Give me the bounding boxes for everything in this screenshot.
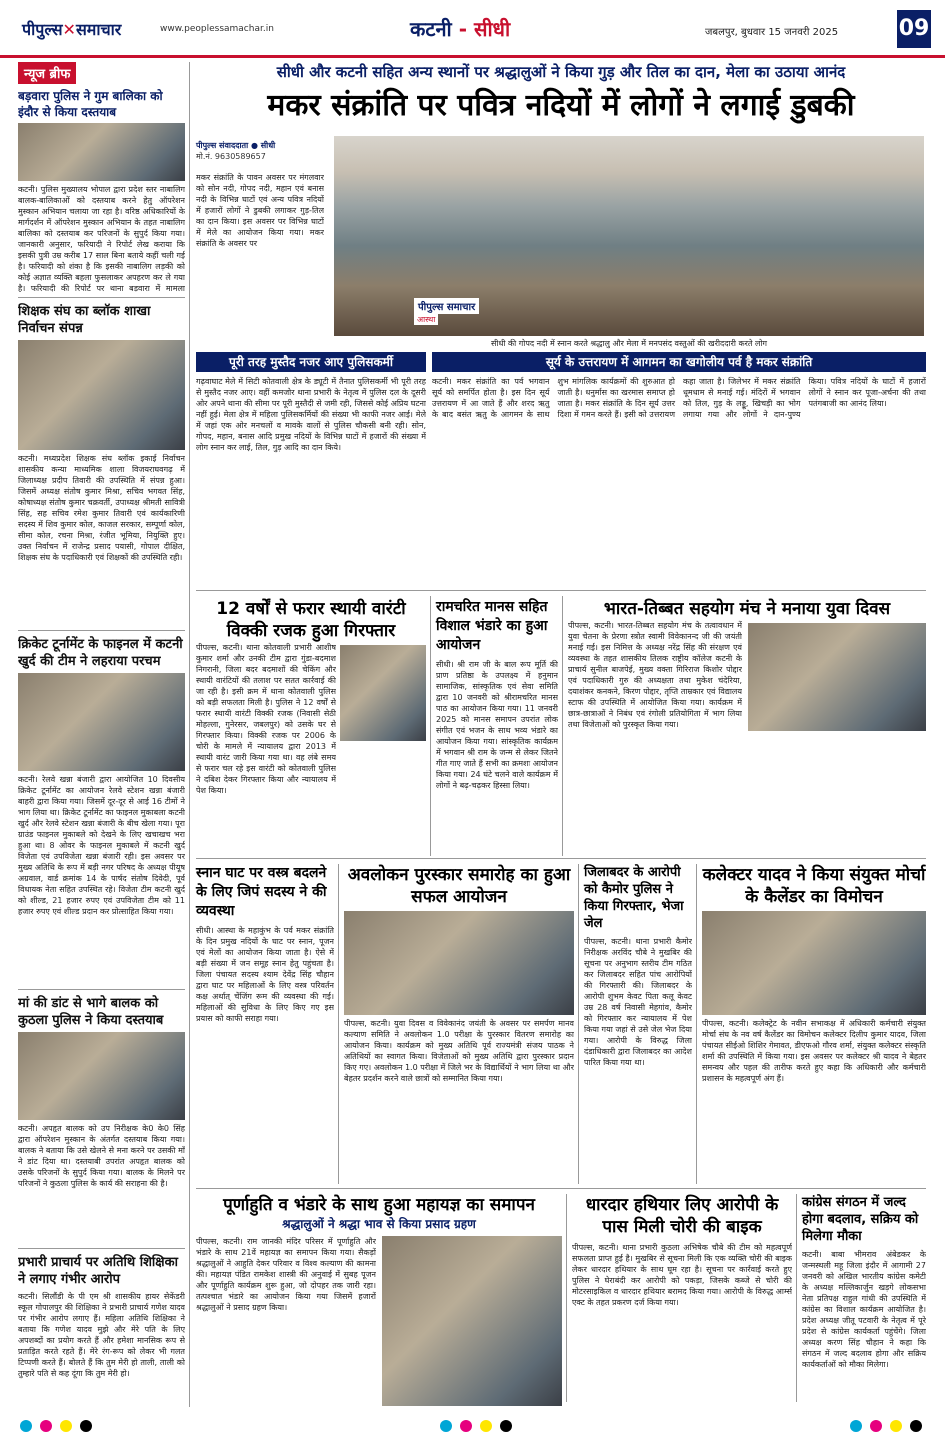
lead-byline: [196, 140, 324, 162]
divider-1: [196, 590, 926, 591]
story-warrant-photo: [340, 645, 426, 741]
story-manas-headline: रामचरित मानस सहित विशाल भंडारे का हुआ आयोजन: [436, 599, 548, 653]
news-brief-label: न्यूज ब्रीफ: [18, 62, 76, 84]
story-bike: [572, 1194, 792, 1398]
vdivider-1: [430, 596, 431, 856]
brief-headline-1: बड़वारा पुलिस ने गुम बालिका को इंदौर से किया दस्तयाब: [18, 89, 163, 119]
brief-photo-1: [18, 123, 185, 181]
brief-photo-2: [18, 340, 185, 450]
print-registration-bar: [0, 1414, 945, 1438]
page-number: 09: [897, 10, 931, 48]
reg-dot-yellow-2: [480, 1420, 492, 1432]
story-warrant-text: पीपल्स, कटनी। थाना कोतवाली प्रभारी आशीष कुमार शर्मा और उनकी टीम द्वारा गुंडा-बदमाश निगरानी, जिला बदर बदमाशों की चेकिंग और स्थायी वारंटियों की तलाश पर सतत कार्रवाई की जा रही है। इसी क्रम में थाना कोतवाली पुलिस को बड़ी सफलता मिली है। पुलिस ने 12 वर्षों से फरार स्थायी वारंटी विक्की रजक (निवासी सेठी मोहल्ला, गुनेरसर, जबलपुर) को उसके घर से गिरफ्तार किया। विक्की रजक पर 2006 के चोरी के मामले में न्यायालय द्वारा 2013 में स्थायी वारंट जारी किया गया था। वह लंबे समय से फरार चल रहे इस वारंटी को कोतवाली पुलिस ने दबिश देकर गिरफ्तार किया और न्यायालय में पेश किया।: [196, 643, 336, 795]
brand-logo: [22, 18, 121, 40]
vdivider-7: [796, 1194, 797, 1402]
brief-photo-3: [18, 673, 185, 771]
reg-dot-black: [80, 1420, 92, 1432]
story-congress: [802, 1194, 926, 1399]
bar-uttarayan: सूर्य के उत्तरायण में आगमन का खगोलीय पर्व है मकर संक्रांति: [432, 352, 926, 372]
story-youth-photo: [748, 623, 926, 731]
dateline: जबलपुर, बुधवार 15 जनवरी 2025: [705, 27, 839, 38]
story-calendar-photo: [702, 911, 926, 1015]
brief-story-4: [18, 995, 185, 1249]
story-changing-room-text: सीधी। आस्था के महाकुंभ के पर्व मकर संक्रांति के दिन प्रमुख नदियों के घाट पर स्नान, पूजन एवं मेलों का आयोजन किया जाता है। ऐसे में बड़ी संख्या में जन समूह स्नान हेतु पहुंचता है। जिला पंचायत सदस्य श्याम देवेंद्र सिंह चौहान द्वारा घाट पर महिलाओं के लिए वस्त्र परिवर्तन कक्ष अर्थात् चेंजिंग रूम की व्यवस्था की गई। महिलाओं की सुविधा के लिए किए गए इस प्रयास को काफी सराहा गया।: [196, 926, 334, 1023]
story-jilabadar-headline: जिलाबदर के आरोपी को कैमोर पुलिस ने किया गिरफ्तार, भेजा जेल: [584, 865, 684, 931]
brief-headline-2: शिक्षक संघ का ब्लॉक शाखा निर्वाचन संपन्न: [18, 304, 151, 336]
story-jilabadar-text: पीपल्स, कटनी। थाना प्रभारी कैमोर निरीक्षक अरविंद चौबे ने मुखबिर की सूचना पर अनुभाग स्तरीय टीम गठित कर जिलाबदर सहित पांच आरोपियों की गिरफ्तारी की। जिलाबदर के आरोपी शुभम केवट पिता कलू केवट उम्र 28 वर्ष निवासी मेहगांव, कैमोर को गिरफ्तार कर न्यायालय में पेश किया गया जहां से उसे जेल भेज दिया गया। आरोपी के विरुद्ध जिला दंडाधिकारी द्वारा जिलाबदर का आदेश पारित किया गया था।: [584, 937, 692, 1067]
reg-dot-magenta-3: [870, 1420, 882, 1432]
story-mahayagya-photo: [382, 1236, 562, 1406]
photo-subtag: आस्था: [414, 314, 438, 325]
brand-left: पीपुल्स: [22, 20, 63, 39]
story-bike-headline: धारदार हथियार लिए आरोपी के पास मिली चोरी की बाइक: [585, 1195, 779, 1237]
brief-story-5: [18, 1254, 185, 1407]
reg-dot-cyan-2: [440, 1420, 452, 1432]
divider-3: [196, 1188, 926, 1189]
story-mahayagya-headline: पूर्णाहुति व भंडारे के साथ हुआ महायज्ञ का समापन: [223, 1195, 535, 1215]
vdivider-3: [338, 864, 339, 1184]
story-jilabadar: [584, 864, 692, 1186]
brief-story-2: [18, 303, 185, 631]
reg-dot-yellow: [60, 1420, 72, 1432]
vdivider-6: [566, 1194, 567, 1402]
brief-headline-5: प्रभारी प्राचार्य पर अतिथि शिक्षिका ने लगाए गंभीर आरोप: [18, 1255, 178, 1287]
story-mahayagya: [196, 1194, 562, 1409]
brief-headline-4: मां की डांट से भागे बालक को कुठला पुलिस ने किया दस्तयाब: [18, 996, 164, 1028]
brand-sep: ✕: [62, 20, 76, 39]
story-bike-text: पीपल्स, कटनी। थाना प्रभारी कुठला अभिषेक चौबे की टीम को महत्वपूर्ण सफलता प्राप्त हुई है। मुखबिर से सूचना मिली कि एक व्यक्ति चोरी की बाइक लेकर धारदार हथियार के साथ घूम रहा है। सूचना पर कार्रवाई करते हुए पुलिस ने घेराबंदी कर आरोपी को पकड़ा, जिसके कब्जे से चोरी की मोटरसाइकिल व धारदार हथियार बरामद किया गया। आरोपी के विरुद्ध आर्म्स एक्ट के तहत प्रकरण दर्ज किया गया।: [572, 1243, 792, 1307]
story-congress-headline: कांग्रेस संगठन में जल्द होगा बदलाव, सक्रिय को मिलेगा मौका: [802, 1195, 919, 1244]
lead-text: मकर संक्रांति के पावन अवसर पर मंगलवार को सोन नदी, गोपद नदी, महान एवं बनास नदी के विभिन्न घाटों एवं अन्य पवित्र नदियों में हजारों लोगों ने डुबकी लगाकर गुड़-तिल का दान किया। इस अवसर पर विभिन्न घाटों में मेले का आयोजन किया गया। मकर संक्रांति के अवसर पर: [196, 173, 324, 248]
reg-dot-magenta: [40, 1420, 52, 1432]
reg-dot-cyan-3: [850, 1420, 862, 1432]
vdivider-5: [696, 864, 697, 1184]
masthead: [0, 0, 945, 58]
reg-dot-yellow-3: [890, 1420, 902, 1432]
byline-name: पीपुल्स संवाददाता ● सीधी: [196, 141, 276, 150]
story-mahayagya-text: पीपल्स, कटनी। राम जानकी मंदिर परिसर में पूर्णाहुति और भंडारे के साथ 21वें महायज्ञ का समापन किया गया। सैकड़ों श्रद्धालुओं ने आहुति देकर परिवार व विश्व कल्याण की कामना की। महायज्ञ पंडित रामकेश शास्त्री की अनुवाई में सुबह पूजन और पूर्णाहुति कार्यक्रम शुरू हुआ, जो दोपहर तक जारी रहा। तत्पश्चात भंडारे का आयोजन किया गया जिसमें हजारों श्रद्धालुओं ने प्रसाद ग्रहण किया।: [196, 1237, 376, 1312]
story-calendar-text: पीपल्स, कटनी। कलेक्ट्रेट के नवीन सभाकक्ष में अधिकारी कर्मचारी संयुक्त मोर्चा संघ के नव वर्ष कैलेंडर का विमोचन कलेक्टर दिलीप कुमार यादव, जिला पंचायत सीईओ शिशिर गेमावत, डीएफओ गौरव शर्मा, संयुक्त कलेक्टर संस्कृति शर्मा की उपस्थिति में किया गया। इस अवसर पर कलेक्टर श्री यादव ने बेहतर समन्वय और पहल की तारीफ करते हुए कहा कि अधिकारी और कर्मचारी प्रशासन के महत्वपूर्ण अंग हैं।: [702, 1019, 926, 1083]
lead-kicker: सीधी और कटनी सहित अन्य स्थानों पर श्रद्धालुओं ने किया गुड़ और तिल का दान, मेला का उठाया आनंद: [276, 63, 846, 81]
lead-text-right: कटनी। मकर संक्रांति का पर्व भगवान सूर्य को समर्पित होता है। इस दिन सूर्य उत्तरायण में आ जाते हैं और शरद ऋतु के बाद बसंत ऋतु के आगमन के साथ शुभ मांगलिक कार्यक्रमों की शुरुआत हो जाती है। धनुर्मास का खरमास समाप्त हो जाता है। मकर संक्रांति के दिन सूर्य उत्तर दिशा में गमन करते हैं। इसी को उत्तरायण कहा जाता है। जिलेभर में मकर संक्रांति धूमधाम से मनाई गई। मंदिरों में भगवान को तिल, गुड़ के लड्डू, खिचड़ी का भोग लगाया गया और लोगों ने दान-पुण्य किया। पवित्र नदियों के घाटों में हजारों लोगों ने स्नान कर पूजा-अर्चना की तथा पतंगबाजी का आनंद लिया।: [432, 377, 926, 419]
section-title: [410, 15, 510, 42]
story-avlokan: [344, 864, 574, 1158]
brief-text-1: कटनी। पुलिस मुख्यालय भोपाल द्वारा प्रदेश स्तर नाबालिग बालक-बालिकाओं को दस्तयाब करने हेतु ऑपरेशन मुस्कान अभियान चलाया जा रहा है। वरिष्ठ अधिकारियों के मार्गदर्शन में ऑपरेशन मुस्कान अभियान के तहत नाबालिग बालिका को दस्तयाब कर परिजनों के सुपुर्द किया गया। जानकारी अनुसार, फरियादी ने रिपोर्ट लेख कराया कि इसकी पुत्री उम्र करीब 17 साल बिना बताये कहीं चली गई है। फरियादी को शंका है कि इसकी नाबालिग लड़की को कोई अज्ञात व्यक्ति बहला फुसलाकर अपहरण कर ले गया है। फरियादी की रिपोर्ट पर थाना बड़वारा में मामला: [18, 185, 185, 292]
left-column: [18, 62, 190, 1407]
lead-photo: [334, 136, 924, 336]
story-congress-text: कटनी। बाबा भीमराव अंबेडकर के जन्मस्थली महू जिला इंदौर में आगामी 27 जनवरी को अखिल भारतीय कांग्रेस कमेटी के अध्यक्ष मल्लिकार्जुन खड़गे लोकसभा नेता प्रतिपक्ष राहुल गांधी की उपस्थिति में कांग्रेस का विशाल कार्यक्रम आयोजित है। प्रदेश अध्यक्ष जीतू पटवारी के नेतृत्व में पूरे प्रदेश से कांग्रेस कार्यकर्ता पहुंचेंगे। जिला अध्यक्ष करण सिंह चौहान ने कहा कि संगठन में जल्द बदलाव होगा और सक्रिय कार्यकर्ताओं को मौका मिलेगा।: [802, 1250, 926, 1369]
main-area: [196, 62, 926, 1407]
brand-right: समाचार: [75, 20, 122, 39]
bar-police: पूरी तरह मुस्तैद नजर आए पुलिसकर्मी: [196, 352, 426, 372]
story-changing-room: [196, 864, 334, 1187]
story-calendar: [702, 864, 926, 1170]
reg-dot-magenta-2: [460, 1420, 472, 1432]
brief-story-1: [18, 88, 185, 298]
site-url[interactable]: www.peoplessamachar.in: [160, 24, 274, 34]
brief-text-4: कटनी। अपहृत बालक को उप निरीक्षक के0 के0 सिंह द्वारा ऑपरेशन मुस्कान के अंतर्गत दस्तयाब किया गया। बालक ने बताया कि उसे खेलने से मना करने पर उसकी माँ ने डांट दिया था। दस्तयाबी उपरांत अपहृत बालक को उसके परिजनों के सुपुर्द किया गया। बालक के मिलने पर परिजनों ने कुठला पुलिस के कार्य की सराहना की है।: [18, 1124, 185, 1188]
story-youth-text: पीपल्स, कटनी। भारत-तिब्बत सहयोग मंच के तत्वावधान में युवा चेतना के प्रेरणा स्त्रोत स्वामी विवेकानन्द जी की जयंती मनाई गई। इस निमित्त के अध्यक्ष नरेंद्र सिंह की संरक्षण एवं व्यवस्था के तहत शासकीय तिलक राष्ट्रीय कॉलेज कटनी के प्राचार्य सुनील बाजपेई, मुख्य वक्ता गिरिराज किशोर पोद्दार एवं पदाधिकारी गुरु की अध्यक्षता तथा मुकेश चंदेरिया, दयाशंकर कनकने, किरण पोद्दार, तृप्ति ताम्रकार एवं विद्यालय स्टाफ की उपस्थिति में आयोजित किया गया। कार्यक्रम में छात्र-छात्राओं ने निबंध एवं रंगोली प्रतियोगिता में भाग लिया तथा विजेताओं को पुरस्कृत किया गया।: [568, 621, 742, 729]
lead-headline: मकर संक्रांति पर पवित्र नदियों में लोगों ने लगाई डुबकी: [267, 88, 855, 123]
story-avlokan-text: पीपल्स, कटनी। युवा दिवस व विवेकानंद जयंती के अवसर पर समर्पण मानव कल्याण समिति ने अवलोकन 1.0 परीक्षा के पुरस्कार वितरण समारोह का आयोजन किया। कार्यक्रम को मुख्य अतिथि पूर्व राज्यमंत्री संजय पाठक ने अतिथियों का स्वागत किया। विजेताओं को मुख्य अतिथि द्वारा पुरस्कार प्रदान किए गए। अवलोकन 1.0 परीक्षा में जिले भर के विद्यार्थियों ने भाग लिया था और बेहतर प्रदर्शन करने वाले छात्रों को सम्मानित किया गया।: [344, 1019, 574, 1083]
vdivider-2: [562, 596, 563, 856]
story-manas-text: सीधी। श्री राम जी के बाल रूप मूर्ति की प्राण प्रतिष्ठा के उपलक्ष्य में हनुमान सामाजिक, सांस्कृतिक एवं सेवा समिति द्वारा 10 जनवरी को श्रीरामचरित मानस पाठ का आयोजन किया गया। 11 जनवरी 2025 को मानस समापन उपरांत लोक संगीत एवं भजन के साथ भव्य भंडारे का आयोजन किया गया। सांस्कृतिक कार्यक्रम में भगवान श्री राम के जन्म से लेकर जितने गीत गाए जाते हैं सभी का क्रमशः आयोजन किया गया। 24 घंटे चलने वाले कार्यक्रम में लोगों ने बढ़-चढ़कर हिस्सा लिया।: [436, 660, 558, 790]
reg-dot-black-2: [500, 1420, 512, 1432]
vdivider-4: [578, 864, 579, 1184]
reg-dot-black-3: [910, 1420, 922, 1432]
divider-2: [196, 858, 926, 859]
story-avlokan-headline: अवलोकन पुरस्कार समारोह का हुआ सफल आयोजन: [347, 865, 571, 907]
story-mahayagya-kicker: श्रद्धालुओं ने श्रद्धा भाव से किया प्रसाद ग्रहण: [282, 1217, 476, 1231]
lead-text-left: गढ़वाघाट मेले में सिटी कोतवाली क्षेत्र के ड्यूटी में तैनात पुलिसकर्मी भी पूरी तरह से मुस्तैद नजर आए। वहीं कमजोर थाना प्रभारी के नेतृत्व में पुलिस दल के दूसरी ओर अपने थाना की सीमा पर पूरी मुस्तैदी से जमी रही, जिससे कोई अप्रिय घटना नहीं हुई। मेला क्षेत्र में महिला पुलिसकर्मियों की संख्या भी काफी नजर आई। मेले में जहां एक ओर मनचलों व मावके वालों से पुलिस चौकसी बनी रही। सोन, गोपद, महान, बनास आदि प्रमुख नदियों के विभिन्न घाटों में हजारों की संख्या में लोग स्नान कर लाई, तिल, गुड़ आदि का दान किये।: [196, 377, 426, 452]
brief-photo-4: [18, 1032, 185, 1120]
story-warrant-headline: 12 वर्षों से फरार स्थायी वारंटी विक्की रजक हुआ गिरफ्तार: [216, 599, 406, 641]
story-youth: [568, 598, 926, 842]
story-warrant: [196, 598, 426, 838]
reg-dot-cyan: [20, 1420, 32, 1432]
story-avlokan-photo: [344, 911, 574, 1015]
section-a: कटनी: [410, 17, 452, 41]
brief-text-3: कटनी। रेलवे खन्ना बंजारी द्वारा आयोजित 10 दिवसीय क्रिकेट टूर्नामेंट का आयोजन रेलवे स्टेशन खन्ना बंजारी बाहरी द्वारा किया गया। जिसमें दूर-दूर से आई 16 टीमों ने भाग लिया था। क्रिकेट टूर्नामेंट का फाइनल मुकाबला कटनी खुर्द और रेलवे स्टेशन खन्ना बंजारी के बीच खेला गया। पूरा ग्राउंड फाइनल मुकाबले को देखने के लिए खचाखच भरा हुआ था। 8 ओवर के फाइनल मुकाबले में कटनी खुर्द विजेता एवं उपविजेता खन्ना बंजारी रही। इस अवसर पर मुख्य अतिथि के रूप में बड़ी नगर परिषद के अध्यक्ष पीयूष अग्रवाल, वार्ड क्रमांक 14 के पार्षद संतोष दिवेदी, पूर्व विधायक नेता सहित उपस्थित रहे। विजेता टीम कटनी खुर्द को शील्ड, 21 हजार रुपए एवं उपविजेता टीम को 11 हजार रुपए एवं शील्ड प्रदान कर प्रोत्साहित किया गया।: [18, 775, 185, 916]
section-b: सीधी: [473, 17, 511, 41]
brief-text-5: कटनी। सिलौंडी के पी एम श्री शासकीय हायर सेकेंडरी स्कूल गोपालपुर की शिक्षिका ने प्रभारी प्राचार्य गणेश यादव पर गंभीर आरोप लगाए हैं। महिला अतिथि शिक्षिका ने बताया कि गणेश यादव मुझे और मेरे पति के लिए अपशब्दों का प्रयोग करते हैं और हमेशा मानसिक रूप से प्रताड़ित करते रहते हैं। मेरे रंग-रूप को लेकर भी गलत टिप्पणी करते हैं। बोलते हैं कि तुम मेरी हो ताली, ताली को तुम्हारे पति से कह दूंगा कि तुम मेरी हो।: [18, 1292, 185, 1378]
brief-headline-3: क्रिकेट टूर्नामेंट के फाइनल में कटनी खुर्द की टीम ने लहराया परचम: [18, 637, 183, 669]
brief-story-3: [18, 636, 185, 990]
brief-text-2: कटनी। मध्यप्रदेश शिक्षक संघ ब्लॉक इकाई निर्वाचन शासकीय कन्या माध्यमिक शाला विजयराघवगढ़ में जिलाध्यक्ष प्रदीप तिवारी की उपस्थिति में संपन्न हुआ। जिसमें अध्यक्ष संतोष कुमार मिश्रा, सचिव भगवत सिंह, कोषाध्यक्ष संतोष कुमार चक्रवर्ती, उपाध्यक्ष श्रीमती सावित्री सिंह, सह सचिव रमेश कुमार तिवारी एवं कार्यकारिणी सदस्य में शिव कुमार कोल, काजल सरकार, सम्पूर्णा कोल, सीमा कोल, रचना मिश्रा, रंजीत भूमिया, नियुक्ति हुए। उक्त निर्वाचन में राजेन्द्र प्रसाद पयासी, गोपाल दीक्षित, शिक्षक संघ के पदाधिकारी एवं शिक्षकों की उपस्थिति रही।: [18, 454, 185, 562]
story-youth-headline: भारत-तिब्बत सहयोग मंच ने मनाया युवा दिवस: [603, 599, 891, 619]
lead-caption: सीधी की गोपद नदी में स्नान करते श्रद्धालु और मेला में मनपसंद वस्तुओं की खरीददारी करते लोग: [490, 339, 768, 348]
story-calendar-headline: कलेक्टर यादव ने किया संयुक्त मोर्चा के कैलेंडर का विमोचन: [702, 865, 926, 907]
section-sep: -: [451, 17, 474, 41]
byline-phone: मो.नं. 9630589657: [196, 152, 266, 161]
story-changing-room-headline: स्नान घाट पर वस्त्र बदलने के लिए जिपं सदस्य ने की व्यवस्था: [196, 865, 327, 919]
story-manas: [436, 598, 558, 839]
photo-tag: पीपुल्स समाचार: [414, 298, 479, 314]
